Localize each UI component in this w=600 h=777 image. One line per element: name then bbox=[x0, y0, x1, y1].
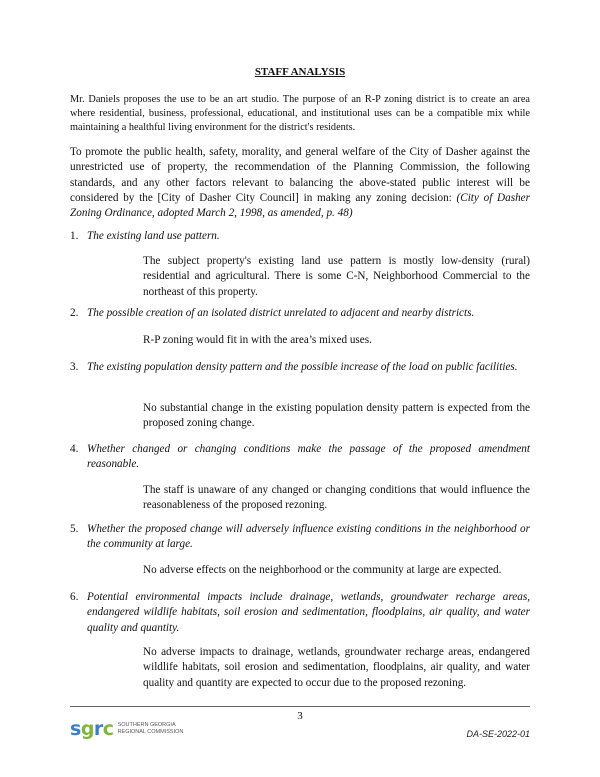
item-question: The existing land use pattern. bbox=[87, 230, 220, 242]
intro-paragraph: Mr. Daniels proposes the use to be an art studio. The purpose of an R-P zoning district is to create an area where residential, business, professional, educational, and institutional uses can be a compatible mix while maintaining a healthful living environment for the district's residents. bbox=[70, 94, 530, 133]
item-question: The existing population density pattern and the possible increase of the load on public facilities. bbox=[87, 361, 518, 373]
list-item bbox=[70, 229, 530, 244]
standards-text: To promote the public health, safety, morality, and general welfare of the City of Dasher against the unrestricted use of property, the recommendation of the Planning Commission, the following standards, and any other factors relevant to balancing the above-stated public interest will be considered by the [City of Dasher City Council] in making any zoning decision: bbox=[70, 146, 530, 204]
item-number: 5. bbox=[70, 523, 79, 535]
item-answer: No adverse effects on the neighborhood or the community at large are expected. bbox=[143, 564, 502, 576]
item-number: 3. bbox=[70, 361, 79, 373]
page-number: 3 bbox=[297, 710, 303, 722]
sgrc-logo bbox=[70, 716, 183, 742]
item-answer: No adverse impacts to drainage, wetlands, groundwater recharge areas, endangered wildlife habitats, soil erosion and sedimentation, floodplains, air quality, and water quality and quantity are expected to occur due to the proposed rezoning. bbox=[143, 646, 530, 689]
list-item bbox=[70, 306, 530, 321]
list-item bbox=[70, 360, 530, 375]
item-question: The possible creation of an isolated district unrelated to adjacent and nearby districts. bbox=[87, 307, 475, 319]
item-question: Whether changed or changing conditions make the passage of the proposed amendment reasonable. bbox=[87, 443, 530, 471]
item-number: 4. bbox=[70, 443, 79, 455]
item-question: Potential environmental impacts include drainage, wetlands, groundwater recharge areas, endangered wildlife habitats, soil erosion and sedimentation, floodplains, air quality, and water quality and quantity. bbox=[87, 591, 530, 634]
sgrc-logo-text bbox=[118, 722, 184, 736]
document-id: DA-SE-2022-01 bbox=[466, 729, 530, 739]
sgrc-logo-mark: sgrc bbox=[70, 718, 114, 740]
item-answer: The staff is unaware of any changed or changing conditions that would influence the reasonableness of the proposed rezoning. bbox=[143, 484, 530, 512]
item-number: 6. bbox=[70, 591, 79, 603]
page-title: STAFF ANALYSIS bbox=[254, 66, 346, 78]
standards-citation: (City of Dasher Zoning Ordinance, adopted March 2, 1998, as amended, p. 48) bbox=[70, 191, 530, 220]
list-item bbox=[70, 590, 530, 636]
item-question: Whether the proposed change will adversely influence existing conditions in the neighborhood or the community at large. bbox=[87, 523, 530, 551]
list-item bbox=[70, 442, 530, 473]
logo-line-2: REGIONAL COMMISSION bbox=[117, 729, 184, 735]
item-number: 1. bbox=[70, 230, 79, 242]
item-answer: No substantial change in the existing population density pattern is expected from the proposed zoning change. bbox=[143, 402, 530, 430]
item-answer: The subject property's existing land use pattern is mostly low-density (rural) residential and agricultural. There is some C-N, Neighborhood Commercial to the northeast of this property. bbox=[143, 255, 530, 298]
footer-divider bbox=[70, 706, 530, 707]
logo-line-1: SOUTHERN GEORGIA bbox=[117, 722, 176, 728]
list-item bbox=[70, 522, 530, 553]
standards-paragraph bbox=[70, 145, 530, 221]
item-answer: R-P zoning would fit in with the area’s mixed uses. bbox=[143, 334, 372, 346]
item-number: 2. bbox=[70, 307, 79, 319]
